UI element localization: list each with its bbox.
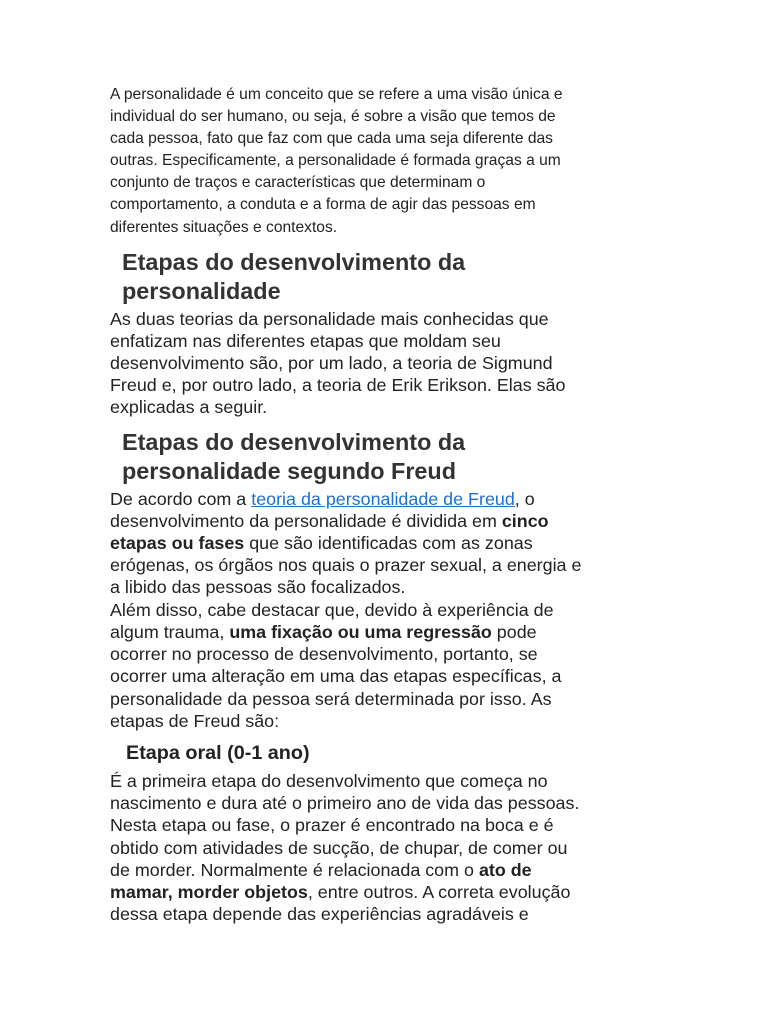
oral-bold-nursing: ato de mamar, morder objetos: [110, 859, 532, 902]
freud-bold-fixation: uma fixação ou uma regressão: [229, 621, 492, 642]
freud-bold-stages: cinco etapas ou fases: [110, 510, 549, 554]
document-page: [110, 84, 662, 925]
freud-text-end: pode ocorrer no processo de desenvolvimento, portanto, se ocorrer uma alteração em uma das etapas específicas, a personalidade da pessoa será determinada por isso. As etapas de Freud são:: [110, 621, 562, 731]
freud-text-erogenous: que são identificadas com as zonas erógenas, os órgãos nos quais o prazer sexual, a energia e a libido das pessoas são focalizados. Além disso, cabe destacar que, devido à experiência de algum trauma,: [110, 533, 582, 642]
freud-text-after-link: , o desenvolvimento da personalidade é dividida em: [110, 488, 535, 531]
subheading-oral-stage: Etapa oral (0-1 ano): [126, 741, 310, 764]
section-heading-freud: Etapas do desenvolvimento da personalidade segundo Freud: [122, 428, 466, 484]
section-heading-development: Etapas do desenvolvimento da personalidade: [122, 248, 466, 304]
freud-text-start: De acordo com a: [110, 488, 252, 509]
freud-theory-link[interactable]: teoria da personalidade de Freud: [251, 488, 515, 509]
oral-text-start: É a primeira etapa do desenvolvimento que começa no nascimento e dura até o primeiro ano de vida das pessoas. Nesta etapa ou fase, o prazer é encontrado na boca e é obtido com atividades de sucção, de chupar, de comer ou de morder. Normalmente é relacionada com o: [110, 770, 580, 880]
development-paragraph: As duas teorias da personalidade mais conhecidas que enfatizam nas diferentes etapas que moldam seu desenvolvimento são, por um lado, a teoria de Sigmund Freud e, por outro lado, a teoria de Erik Erikson. Elas são explicadas a seguir.: [110, 308, 566, 418]
intro-paragraph: A personalidade é um conceito que se refere a uma visão única e individual do ser humano, ou seja, é sobre a visão que temos de cada pessoa, fato que faz com que cada uma seja diferente das outras. Especificamente, a personalidade é formada graças a um conjunto de traços e características que determinam o comportamento, a conduta e a forma de agir das pessoas em diferentes situações e contextos.: [110, 86, 563, 236]
oral-text-end: , entre outros. A correta evolução dessa etapa depende das experiências agradáveis e: [110, 881, 571, 925]
oral-stage-paragraph: [110, 770, 662, 925]
freud-paragraph: [110, 488, 662, 732]
